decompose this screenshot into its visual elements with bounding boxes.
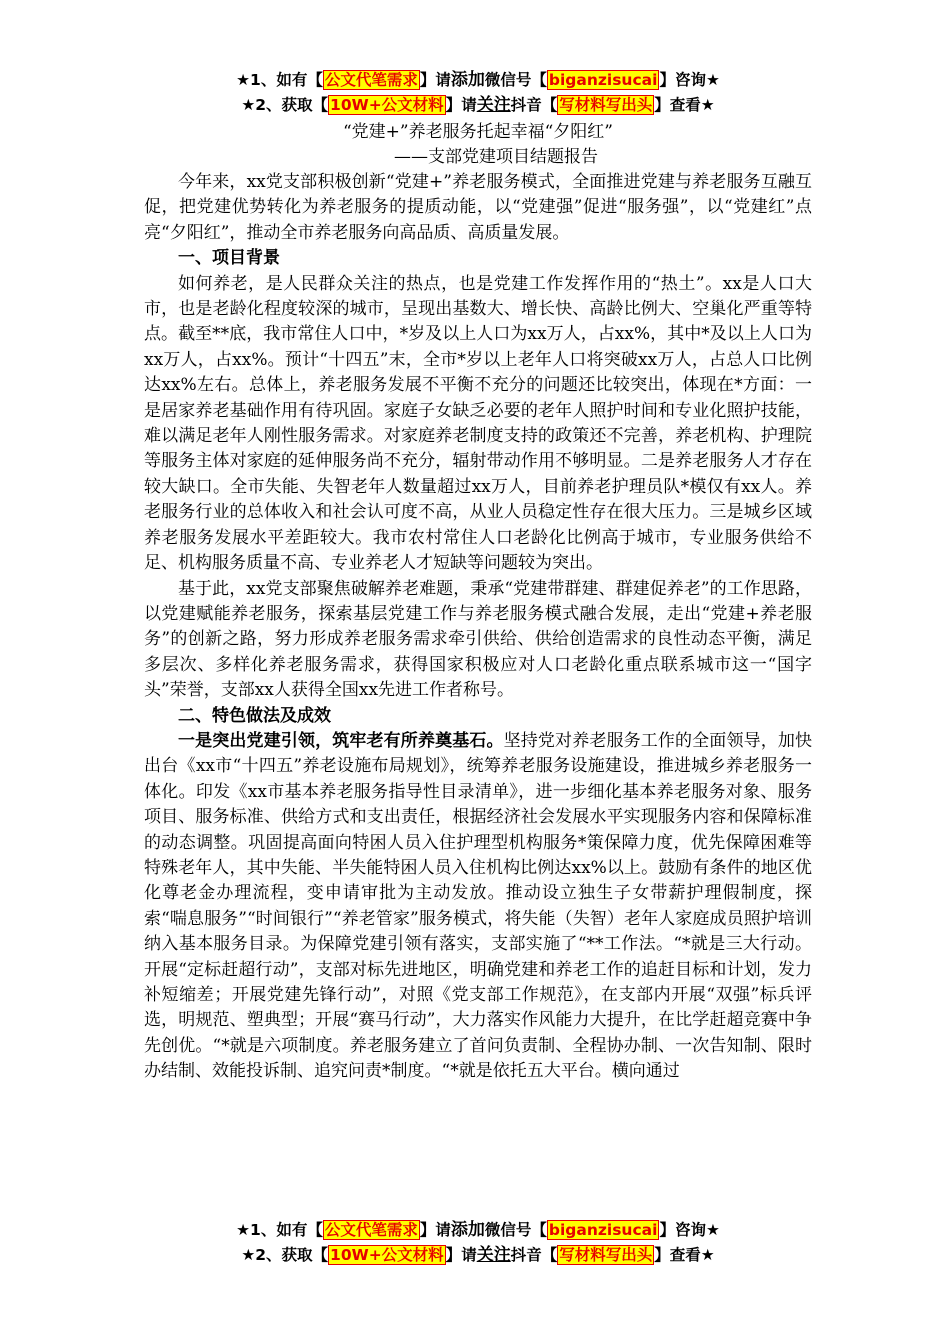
promo-banner-top-line1	[144, 68, 812, 92]
intro-paragraph: 今年来，xx党支部积极创新“党建+”养老服务模式，全面推进党建与养老服务互融互促，把党建优势转化为养老服务的提质动能，以“党建强”促进“服务强”，以“党建红”点亮“夕阳红”，推动全市养老服务向高品质、高质量发展。	[144, 172, 812, 243]
banner-text: 】查看★	[654, 1246, 715, 1264]
banner-text: 】咨询★	[659, 1221, 720, 1239]
promo-banner-bottom-line1	[144, 1218, 812, 1242]
banner-text: ★1、如有【	[236, 71, 323, 89]
banner-text: ★2、获取【	[241, 96, 329, 114]
section-heading-2: 二、特色做法及成效	[178, 705, 331, 726]
banner-text: 】咨询★	[659, 71, 720, 89]
paragraph-2: 基于此，xx党支部聚焦破解养老难题，秉承“党建带群建、群建促养老”的工作思路，以党建赋能养老服务，探索基层党建工作与养老服务模式融合发展，走出“党建+养老服务”的创新之路，努力形成养老服务需求牵引供给、供给创造需求的良性动态平衡，满足多层次、多样化养老服务需求，获得国家积极应对人口老龄化重点联系城市这一“国字头”荣誉，支部xx人获得全国xx先进工作者称号。	[144, 578, 812, 701]
banner-text: 添加	[450, 70, 485, 90]
doc-title: “党建+”养老服务托起幸福“夕阳红”	[342, 122, 613, 142]
banner-text: 】请	[445, 1246, 477, 1264]
banner-text: 微信号【	[484, 1221, 547, 1239]
promo-banner-bottom-line2	[144, 1243, 812, 1267]
paragraph-3-lead: 一是突出党建引领，筑牢老有所养奠基石。	[178, 730, 504, 751]
section-heading-1: 一、项目背景	[178, 248, 280, 269]
banner-text: 】请	[445, 96, 477, 114]
banner-text: 抖音【	[510, 96, 558, 114]
banner-text: 微信号【	[484, 71, 547, 89]
banner-highlight: biganzisucai	[548, 1221, 658, 1239]
banner-text: ★2、获取【	[241, 1246, 329, 1264]
banner-text: 】请	[419, 71, 451, 89]
paragraph-3	[144, 729, 812, 1085]
paragraph-1: 如何养老，是人民群众关注的热点，也是党建工作发挥作用的“热土”。xx是人口大市，也是老龄化程度较深的城市，呈现出基数大、增长快、高龄比例大、空巢化严重等特点。截至**底，我市常住人口中，*岁及以上人口为xx万人，占xx%，其中*及以上人口为xx万人，占xx%。预计“十四五”末，全市*岁以上老年人口将突破xx万人，占总人口比例达xx%左右。总体上，养老服务发展不平衡不充分的问题还比较突出，体现在*方面：一是居家养老基础作用有待巩固。家庭子女缺乏必要的老年人照护时间和专业化照护技能，难以满足老年人刚性服务需求。对家庭养老制度支持的政策还不完善，养老机构、护理院等服务主体对家庭的延伸服务尚不充分，辐射带动作用不够明显。二是养老服务人才存在较大缺口。全市失能、失智老年人数量超过xx万人，目前养老护理员队*模仅有xx人。养老服务行业的总体收入和社会认可度不高，从业人员稳定性存在很大压力。三是城乡区域养老服务发展水平差距较大。我市农村常住人口老龄化比例高于城市，专业服务供给不足、机构服务质量不高、专业养老人才短缺等问题较为突出。	[144, 273, 812, 574]
banner-highlight: 公文代笔需求	[324, 1221, 418, 1239]
banner-highlight: 10W+公文材料	[330, 1246, 444, 1264]
banner-text: 关注	[476, 95, 511, 115]
banner-text: 关注	[476, 1245, 511, 1265]
banner-text: 添加	[450, 1220, 485, 1240]
banner-text: 】请	[419, 1221, 451, 1239]
banner-highlight: 10W+公文材料	[330, 96, 444, 114]
doc-subtitle: ——支部党建项目结题报告	[394, 147, 598, 167]
banner-highlight: 公文代笔需求	[324, 71, 418, 89]
doc-body	[144, 170, 812, 1085]
banner-highlight: 写材料写出头	[559, 96, 653, 114]
promo-banner-top-line2	[144, 93, 812, 117]
banner-text: 】查看★	[654, 96, 715, 114]
banner-text: ★1、如有【	[236, 1221, 323, 1239]
banner-text: 抖音【	[510, 1246, 558, 1264]
banner-highlight: biganzisucai	[548, 71, 658, 89]
banner-highlight: 写材料写出头	[559, 1246, 653, 1264]
paragraph-3-text: 坚持党对养老服务工作的全面领导，加快出台《xx市“十四五”养老设施布局规划》，统筹养老服务设施建设，推进城乡养老服务一体化。印发《xx市基本养老服务指导性目录清单》，进一步细化基本养老服务对象、服务项目、服务标准、供给方式和支出责任，根据经济社会发展水平实现服务内容和保障标准的动态调整。巩固提高面向特困人员入住护理型机构服务*策保障力度，优先保障困难等特殊老年人，其中失能、半失能特困人员入住机构比例达xx%以上。鼓励有条件的地区优化尊老金办理流程，变申请审批为主动发放。推动设立独生子女带薪护理假制度，探索“喘息服务”“时间银行”“养老管家”服务模式，将失能（失智）老年人家庭成员照护培训纳入基本服务目录。为保障党建引领有落实，支部实施了“**工作法。“*就是三大行动。开展“定标赶超行动”，支部对标先进地区，明确党建和养老工作的追赶目标和计划，发力补短缩差；开展党建先锋行动”，对照《党支部工作规范》，在支部内开展“双强”标兵评选，明规范、塑典型；开展“赛马行动”，大力落实作风能力大提升，在比学赶超竞赛中争先创优。“*就是六项制度。养老服务建立了首问负责制、全程协办制、一次告知制、限时办结制、效能投诉制、追究问责*制度。“*就是依托五大平台。横向通过	[144, 730, 813, 1082]
